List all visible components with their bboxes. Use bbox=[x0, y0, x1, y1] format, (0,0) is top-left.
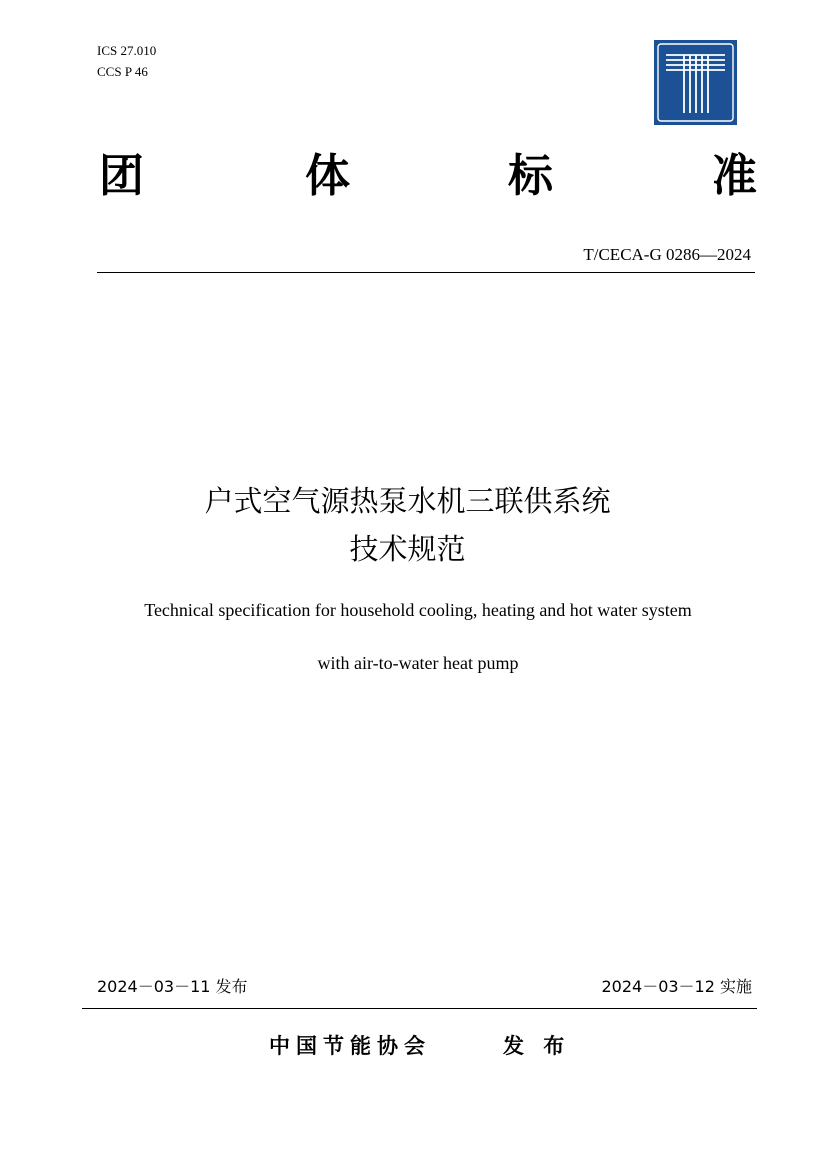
publisher-name: 中国节能协会 bbox=[269, 1034, 431, 1058]
title-zh-line-1: 户式空气源热泵水机三联供系统 bbox=[204, 484, 611, 518]
top-divider bbox=[97, 272, 755, 273]
bottom-divider bbox=[82, 1008, 757, 1009]
publish-date: 2024－03－11 发布 bbox=[97, 977, 248, 996]
standard-logo-icon bbox=[654, 40, 737, 125]
standard-type-char-4: 准 bbox=[712, 149, 758, 202]
title-zh-line-2: 技术规范 bbox=[349, 532, 466, 566]
standard-type-char-1: 团 bbox=[99, 149, 145, 202]
standard-type-char-3: 标 bbox=[508, 149, 554, 202]
ccs-code: CCS P 46 bbox=[97, 64, 148, 79]
implement-date: 2024－03－12 实施 bbox=[601, 977, 752, 996]
title-en-line-2: with air-to-water heat pump bbox=[317, 653, 519, 673]
title-en-line-1: Technical specification for household cooling, heating and hot water system bbox=[144, 600, 692, 620]
standard-type-char-2: 体 bbox=[305, 149, 351, 202]
standard-number: T/CECA-G 0286—2024 bbox=[583, 245, 751, 264]
ics-code: ICS 27.010 bbox=[97, 43, 157, 58]
publisher-action: 发 布 bbox=[503, 1034, 571, 1058]
